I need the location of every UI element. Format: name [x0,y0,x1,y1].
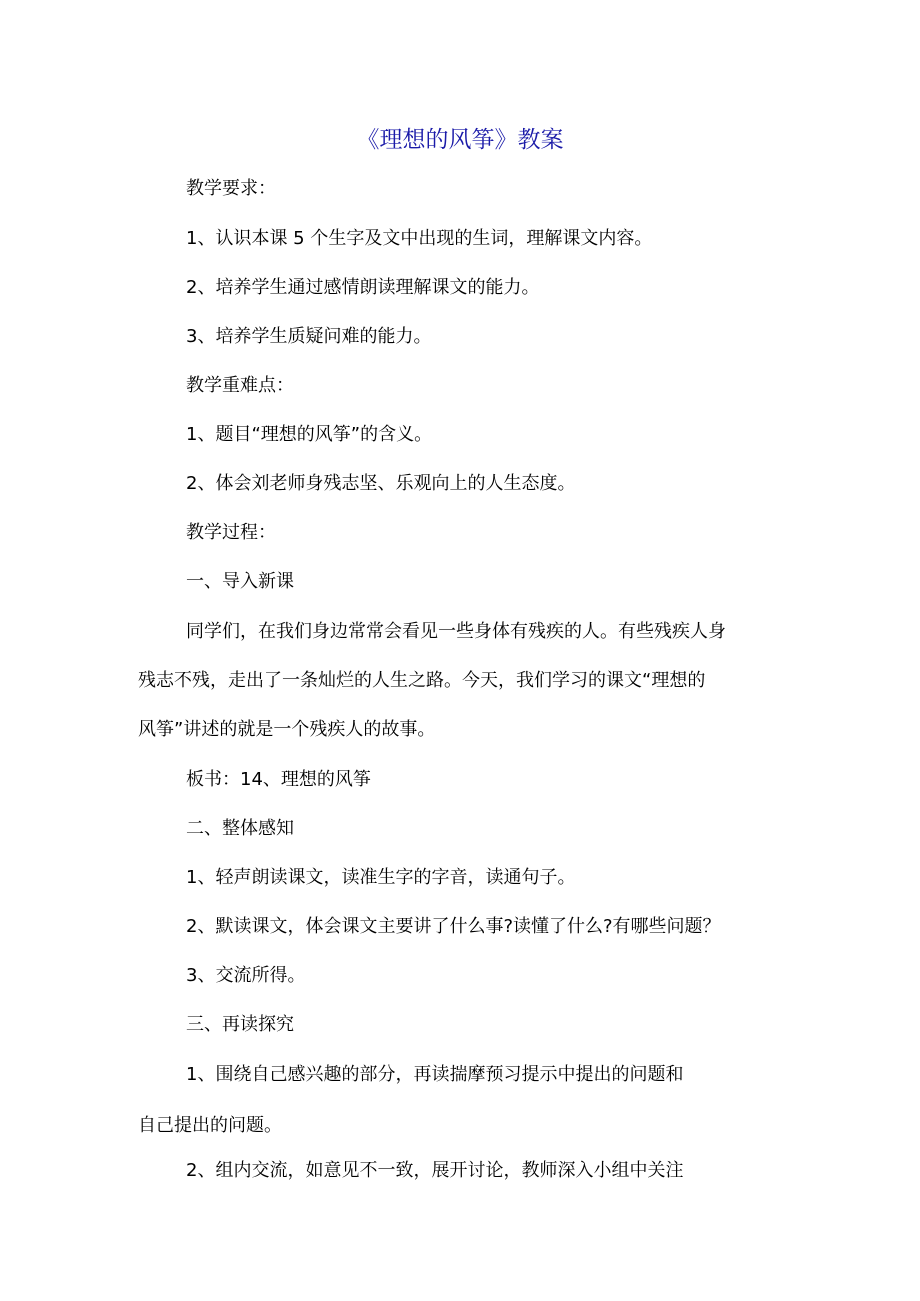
paragraph-line: 残志不残，走出了一条灿烂的人生之路。今天，我们学习的课文“理想的 [138,670,706,691]
paragraph-line: 自己提出的问题。 [138,1115,282,1136]
paragraph-line: 2、组内交流，如意见不一致，展开讨论，教师深入小组中关注 [186,1160,684,1181]
paragraph-line: 2、默读课文，体会课文主要讲了什么事?读懂了什么?有哪些问题？ [186,916,721,937]
subsection-heading: 一、导入新课 [186,571,294,592]
paragraph-line: 1、题目“理想的风筝”的含义。 [186,424,433,445]
subsection-heading: 二、整体感知 [186,818,294,839]
subsection-heading: 三、再读探究 [186,1014,294,1035]
section-heading-requirements: 教学要求： [186,178,276,199]
paragraph-line: 同学们，在我们身边常常会看见一些身体有残疾的人。有些残疾人身 [186,621,726,642]
paragraph-line: 风筝”讲述的就是一个残疾人的故事。 [138,719,436,740]
paragraph-line: 3、交流所得。 [186,965,306,986]
paragraph-line: 1、认识本课 5 个生字及文中出现的生词，理解课文内容。 [186,228,653,249]
paragraph-line: 3、培养学生质疑问难的能力。 [186,326,432,347]
section-heading-key-points: 教学重难点： [186,375,294,396]
paragraph-line: 2、体会刘老师身残志坚、乐观向上的人生态度。 [186,473,576,494]
section-heading-process: 教学过程： [186,522,276,543]
paragraph-line: 1、围绕自己感兴趣的部分，再读揣摩预习提示中提出的问题和 [186,1064,684,1085]
paragraph-line: 1、轻声朗读课文，读准生字的字音，读通句子。 [186,867,576,888]
document-title: 《理想的风筝》教案 [356,127,564,153]
paragraph-line: 2、培养学生通过感情朗读理解课文的能力。 [186,277,540,298]
paragraph-line: 板书：14、理想的风筝 [186,769,371,790]
